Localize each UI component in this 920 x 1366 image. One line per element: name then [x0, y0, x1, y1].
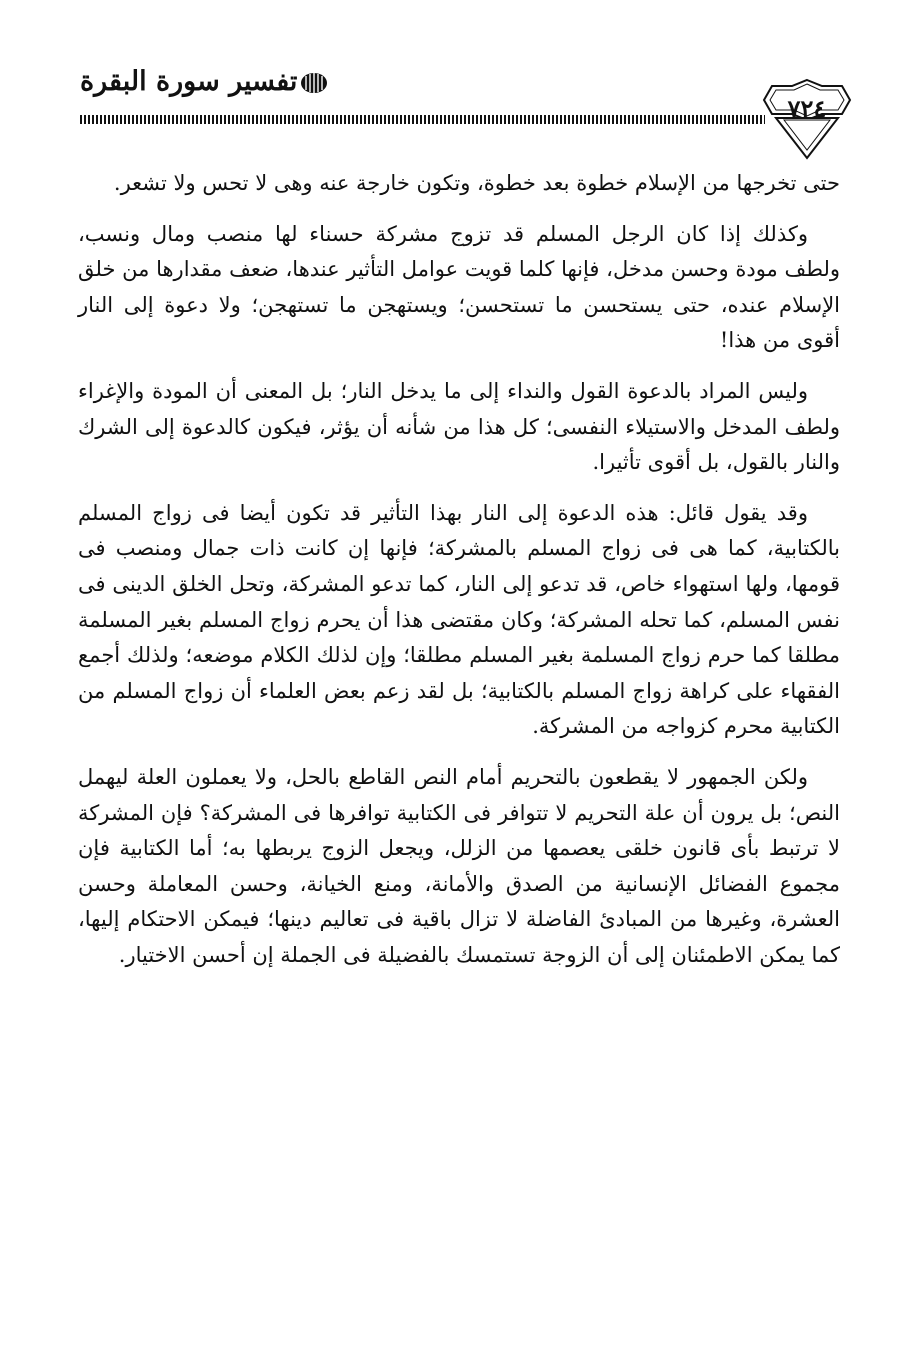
page-number-badge [762, 78, 852, 162]
page-body [78, 166, 840, 988]
ornament-icon [300, 72, 328, 94]
paragraph: حتى تخرجها من الإسلام خطوة بعد خطوة، وتكون خارجة عنه وهى لا تحس ولا تشعر. [113, 171, 840, 195]
header-divider [80, 115, 765, 124]
paragraph: وليس المراد بالدعوة القول والنداء إلى ما يدخل النار؛ بل المعنى أن المودة والإغراء ولطف المدخل والاستيلاء النفسى؛ كل هذا من شأنه أن يؤثر، فيكون كالدعوة إلى الشرك والنار بالقول، بل أقوى تأثيرا. [78, 378, 840, 475]
paragraph: وكذلك إذا كان الرجل المسلم قد تزوج مشركة حسناء لها منصب ومال ونسب، ولطف مودة وحسن مدخل، فإنها كلما قويت عوامل التأثير عندها، ضعف مقدارها من خلق الإسلام عنده، حتى يستحسن ما تستحسن؛ ويستهجن ما تستهجن؛ ولا دعوة إلى النار أقوى من هذا! [78, 221, 840, 353]
paragraph: ولكن الجمهور لا يقطعون بالتحريم أمام النص القاطع بالحل، ولا يعملون العلة ليهمل النص؛ بل يرون أن علة التحريم لا تتوافر فى الكتابية توافرها فى المشركة؟ فإن المشركة لا ترتبط بأى قانون خلقى يعصمها من الزلل، ويجعل الزوج يربطها به؛ أما الكتابية فإن مجموع الفضائل الإنسانية من الصدق والأمانة، ومنع الخيانة، وحسن المعاملة وحسن العشرة، وغيرها من المبادئ الفاضلة لا تزال باقية فى تعاليم دينها؛ فيمكن الاحتكام إليها، كما يمكن الاطمئنان إلى أن الزوجة تستمسك بالفضيلة فى الجملة إن أحسن الاختيار. [78, 764, 840, 967]
paragraph: وقد يقول قائل: هذه الدعوة إلى النار بهذا التأثير قد تكون أيضا فى زواج المسلم بالكتابية، كما هى فى زواج المسلم بالمشركة؛ فإنها إن كانت ذات جمال ومنصب فى قومها، ولها استهواء خاص، قد تدعو إلى النار، كما تدعو المشركة، وتحل الخلق الدينى فى نفس المسلم، كما تحله المشركة؛ وكان مقتضى هذا أن يحرم زواج المسلم بغير المسلمة مطلقا كما حرم زواج المسلمة بغير المسلم مطلقا؛ وإن لذلك الكلام موضعه؛ ولذلك أجمع الفقهاء على كراهة زواج المسلم بالكتابية؛ بل لقد زعم بعض العلماء أن زواج المسلم من الكتابية محرم كزواجه من المشركة. [78, 500, 840, 739]
running-title: تفسير سورة البقرة [80, 66, 298, 97]
page-header [0, 0, 920, 160]
page-number: ٧٢٤ [787, 94, 827, 123]
